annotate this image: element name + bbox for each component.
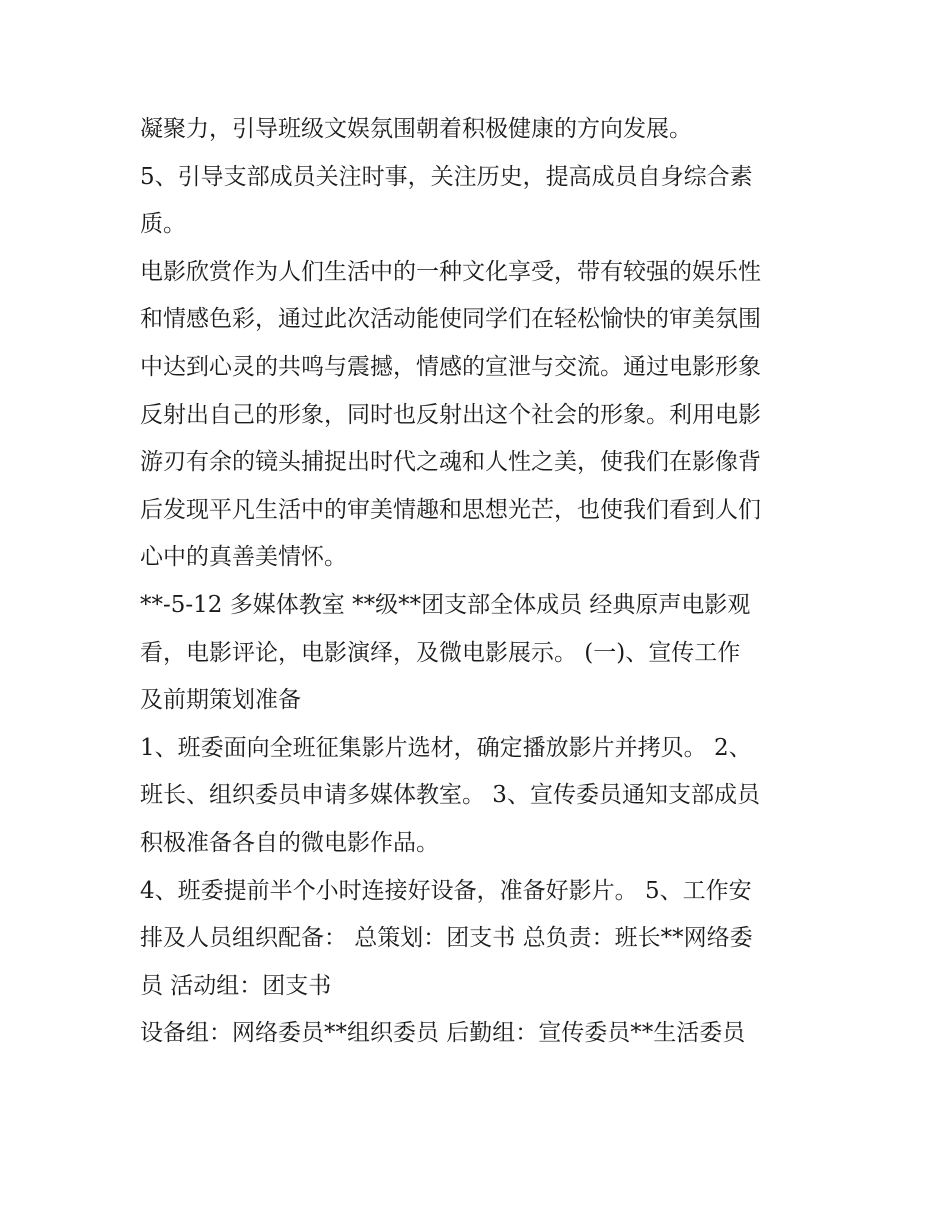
text-line: 员 活动组：团支书 (140, 972, 332, 999)
text-line: 凝聚力，引导班级文娱氛围朝着积极健康的方向发展。 (140, 116, 692, 142)
text-line: 积极准备各自的微电影作品。 (140, 829, 439, 856)
document-body (140, 106, 830, 1058)
text-line: 排及人员组织配备： 总策划：团支书 总负责：班长**网络委 (140, 925, 753, 952)
paragraph-event-info (140, 582, 830, 725)
text-line: 4、班委提前半个小时连接好设备，准备好影片。 5、工作安 (140, 877, 752, 904)
text-line: 反射出自己的形象，同时也反射出这个社会的形象。利用电影 (140, 401, 761, 428)
text-line: 设备组：网络委员**组织委员 后勤组：宣传委员**生活委员 (140, 1020, 746, 1047)
text-line: 看，电影评论，电影演绎，及微电影展示。 (一)、宣传工作 (140, 639, 741, 666)
text-line: 电影欣赏作为人们生活中的一种文化享受，带有较强的娱乐性 (140, 258, 761, 285)
text-line: 心中的真善美情怀。 (140, 544, 347, 571)
paragraph-groups (140, 1010, 830, 1058)
text-line: 及前期策划准备 (140, 687, 301, 714)
text-line: **-5-12 多媒体教室 **级**团支部全体成员 经典原声电影观 (140, 591, 751, 618)
text-line: 1、班委面向全班征集影片选材，确定播放影片并拷贝。 2、 (140, 734, 752, 761)
text-line: 班长、组织委员申请多媒体教室。 3、宣传委员通知支部成员 (140, 782, 760, 809)
text-line: 后发现平凡生活中的审美情趣和思想光芒，也使我们看到人们 (140, 496, 761, 523)
text-line: 质。 (140, 211, 186, 238)
paragraph-preparation-steps (140, 725, 830, 868)
paragraph-cohesion-goal (140, 106, 830, 154)
text-line: 和情感色彩，通过此次活动能使同学们在轻松愉快的审美氛围 (140, 306, 761, 333)
paragraph-staffing (140, 868, 830, 1011)
text-line: 5、引导支部成员关注时事，关注历史，提高成员自身综合素 (140, 163, 753, 190)
paragraph-goal-5 (140, 154, 830, 249)
text-line: 中达到心灵的共鸣与震撼，情感的宣泄与交流。通过电影形象 (140, 353, 761, 380)
text-line: 游刃有余的镜头捕捉出时代之魂和人性之美，使我们在影像背 (140, 449, 761, 476)
paragraph-film-appreciation (140, 249, 830, 582)
